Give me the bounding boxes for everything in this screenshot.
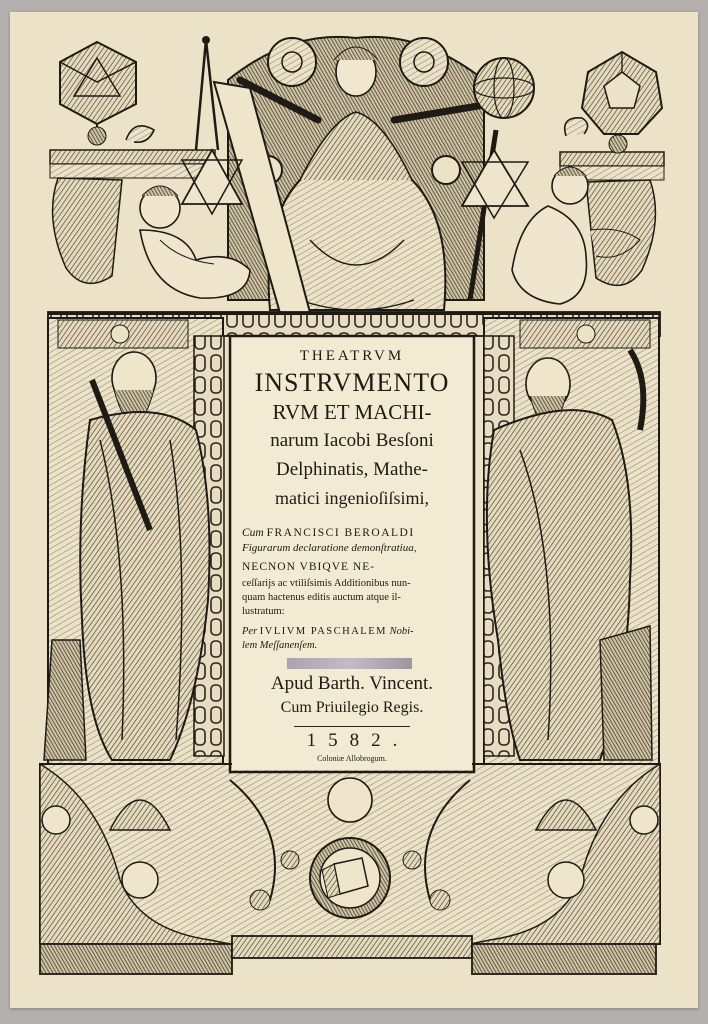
icosahedron-left — [60, 42, 136, 145]
title-panel — [232, 338, 472, 770]
obscured-printer-mark — [287, 658, 412, 669]
dividers-icon — [196, 36, 218, 150]
publication-year: 1582. — [306, 730, 410, 751]
additions-line-1: ceſſarijs ac vtiliſsimis Additionibus nun- — [242, 578, 411, 589]
additions-line-3: lustratum: — [242, 606, 285, 617]
colophon-place: Coloniæ Allobrogum. — [317, 754, 387, 763]
globe-icon — [474, 58, 534, 118]
figurarum-line: Figurarum declaratione demonſtratiua, — [242, 542, 417, 554]
paschalem-name: IVLIVM PASCHALEM — [259, 626, 387, 637]
additions-line-2: quam hactenus editis auctum atque il- — [242, 592, 401, 603]
messanensem-line: lem Meſſanenſem. — [242, 640, 318, 651]
privilege-line: Cum Priuilegio Regis. — [280, 699, 424, 716]
title-line-machinarum: RVM ET MACHI- — [272, 400, 432, 424]
title-line-author: narum Iacobi Besſoni — [270, 430, 434, 451]
title-line-theatrum: THEATRVM — [299, 348, 405, 364]
title-line-instrumento: INSTRVMENTO — [254, 368, 450, 397]
cum-prefix: Cum — [242, 527, 264, 539]
beroaldi-line — [242, 526, 464, 541]
imprint-line: Apud Barth. Vincent. — [270, 673, 434, 694]
paschalem-line — [242, 624, 464, 639]
per-prefix: Per — [242, 626, 258, 637]
title-line-delphinatis: Delphinatis, Mathe- — [276, 459, 428, 480]
necnon-line: NECNON VBIQVE NE- — [242, 561, 376, 573]
imprint-rule — [294, 726, 410, 727]
title-line-ingeniosissimi: matici ingenioſiſsimi, — [275, 488, 429, 508]
beroaldi-name: FRANCISCI BEROALDI — [266, 527, 415, 539]
dodecahedron-right — [582, 52, 662, 153]
nobi-fragment: Nobi- — [389, 626, 414, 637]
ornamental-base — [40, 764, 660, 944]
